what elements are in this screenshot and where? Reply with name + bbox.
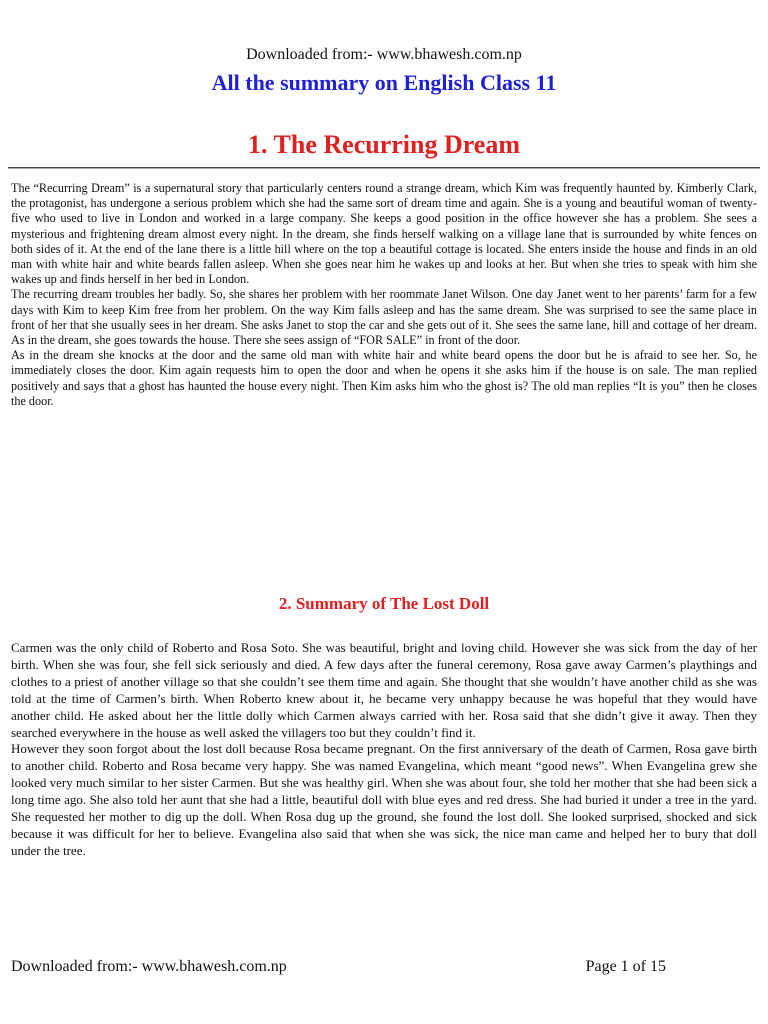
- footer-source-text: Downloaded from:- www.bhawesh.com.np: [11, 958, 287, 975]
- page-number: Page 1 of 15: [585, 958, 666, 975]
- paragraph: The “Recurring Dream” is a supernatural story that particularly centers round a strange dream, which Kim was frequently haunted by. Kimberly Clark, the protagonist, has undergone a serious problem which she had the same sort of dream time and again. She is a young and beautiful woman of twenty-five who used to live in London and worked in a large company. She keeps a good position in the office however she has a problem. She sees a mysterious and frightening dream almost every night. In the dream, she finds herself walking on a village lane that is surrounded by white fences on both sides of it. At the end of the lane there is a little hill where on the top a beautiful cottage is located. She enters inside the house and finds in an old man with white hair and white beards fallen asleep. When she goes near him he wakes up and looks at her. But when she tries to speak with him she wakes up and finds herself in her bed in London.: [11, 181, 757, 287]
- section-1-title: 1. The Recurring Dream: [248, 130, 520, 159]
- paragraph: Carmen was the only child of Roberto and Rosa Soto. She was beautiful, bright and loving child. However she was sick from the day of her birth. When she was four, she fell sick seriously and died. A few days after the funeral ceremony, Rosa gave away Carmen’s playthings and clothes to a priest of another village so that she couldn’t see them time and again. She thought that she wouldn’t have another child as she was told at the time of Carmen’s birth. When Roberto knew about it, he became very unhappy because he was hopeful that they would have another child. He asked about her the little dolly which Carmen always carried with her. Rosa said that she didn’t give it away. Then they searched everywhere in the house as well asked the villagers too but they couldn’t find it.: [11, 640, 757, 740]
- title-divider: [8, 167, 760, 169]
- paragraph: The recurring dream troubles her badly. So, she shares her problem with her roommate Janet Wilson. One day Janet went to her parents’ farm for a few days with Kim to keep Kim free from her problem. On the way Kim falls asleep and has the same dream. She was surprised to see the same place in front of her that she usually sees in her dream. She asks Janet to stop the car and she gets out of it. She sees the same lane, hill and cottage of her dream. As in the dream, she goes towards the house. There she sees assign of “FOR SALE” in front of the door.: [11, 287, 757, 348]
- paragraph: However they soon forgot about the lost doll because Rosa became pregnant. On the first anniversary of the death of Carmen, Rosa gave birth to another child. Roberto and Rosa became very happy. She was named Evangelina, which meant “good news”. When Evangelina grew she looked very much similar to her sister Carmen. But she was healthy girl. When she was about four, she told her mother that she had been sick a long time ago. She also told her aunt that she had a little, beautiful doll with blue eyes and red dress. She had buried it under a tree in the yard. She requested her mother to dig up the doll. When Rosa dug up the ground, she found the lost doll. She looked surprised, shocked and sick because it was difficult for her to believe. Evangelina also said that when she was sick, the nice man came and helped her to bury that doll under the tree.: [11, 741, 757, 858]
- section-1-body: [11, 181, 757, 409]
- paragraph: As in the dream she knocks at the door and the same old man with white hair and white beard opens the door but he is afraid to see her. So, he immediately closes the door. Kim again requests him to open the door and when he opens it she asks him if the house is on sale. The man replied positively and says that a ghost has haunted the house every night. Then Kim asks him who the ghost is? The old man replies “It is you” then he closes the door.: [11, 348, 757, 408]
- header-source-text: Downloaded from:- www.bhawesh.com.np: [246, 46, 522, 63]
- document-title: All the summary on English Class 11: [211, 70, 557, 95]
- section-2-title: 2. Summary of The Lost Doll: [278, 594, 490, 613]
- section-2-body: [11, 640, 757, 860]
